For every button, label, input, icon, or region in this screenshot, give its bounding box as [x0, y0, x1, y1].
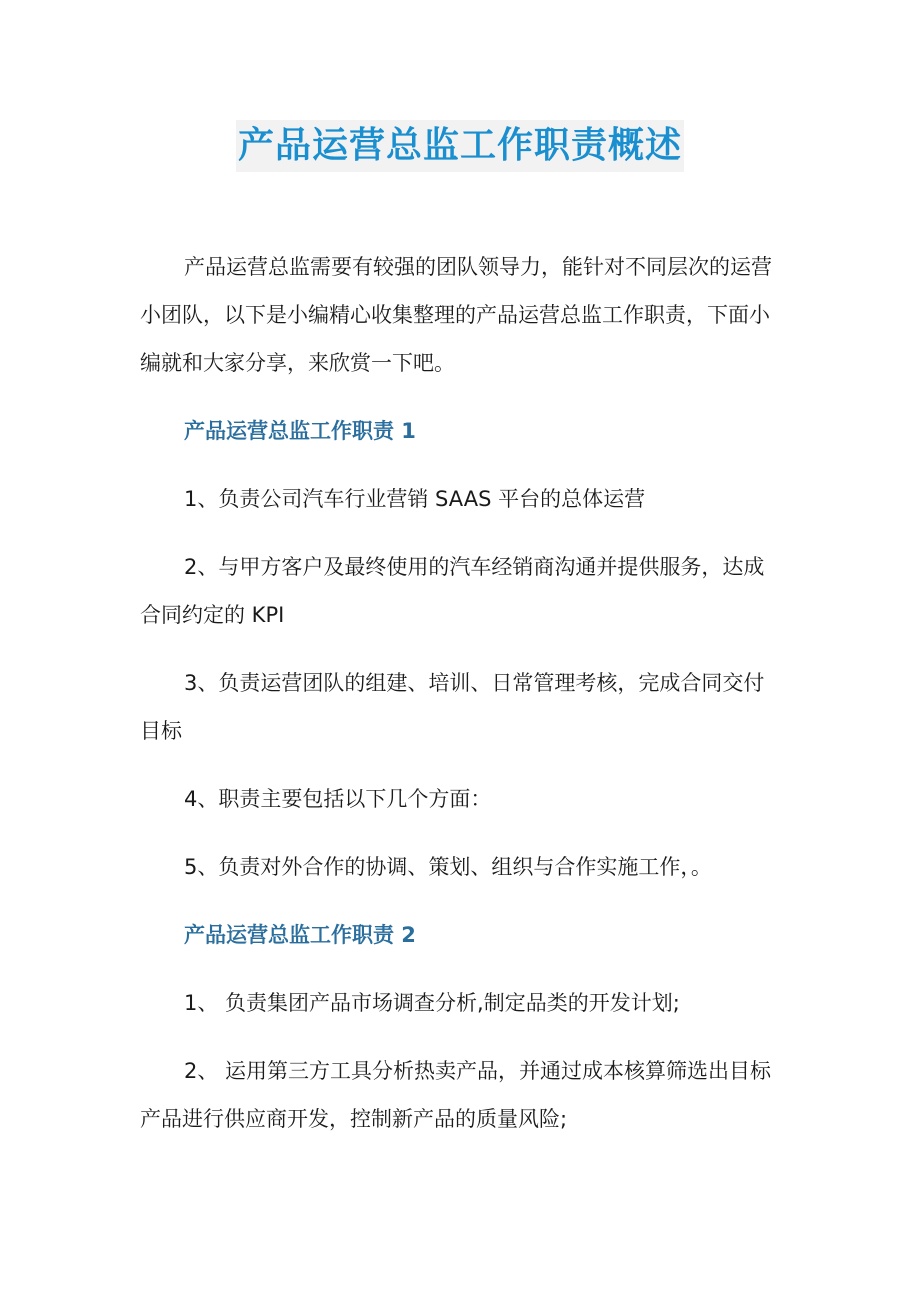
intro-paragraph: 产品运营总监需要有较强的团队领导力，能针对不同层次的运营小团队，以下是小编精心收集整理的产品运营总监工作职责，下面小编就和大家分享，来欣赏一下吧。	[140, 255, 772, 375]
section-1-item-3: 3、负责运营团队的组建、培训、日常管理考核，完成合同交付目标	[140, 671, 765, 743]
section-1-item-2: 2、与甲方客户及最终使用的汽车经销商沟通并提供服务，达成合同约定的 KPI	[140, 555, 765, 627]
title-wrap	[0, 120, 920, 172]
section-2-item-2: 2、 运用第三方工具分析热卖产品，并通过成本核算筛选出目标产品进行供应商开发，控制新产品的质量风险;	[140, 1059, 772, 1131]
document-body	[140, 243, 780, 1163]
section-1-item-5: 5、负责对外合作的协调、策划、组织与合作实施工作，。	[184, 855, 712, 879]
section-2-item-1: 1、 负责集团产品市场调查分析,制定品类的开发计划;	[184, 991, 680, 1015]
section-1-item-1: 1、负责公司汽车行业营销 SAAS 平台的总体运营	[184, 487, 646, 511]
section-heading-2: 产品运营总监工作职责 2	[184, 923, 416, 947]
section-heading-1: 产品运营总监工作职责 1	[184, 419, 416, 443]
document-title: 产品运营总监工作职责概述	[236, 120, 684, 172]
section-1-item-4: 4、职责主要包括以下几个方面：	[184, 787, 492, 811]
